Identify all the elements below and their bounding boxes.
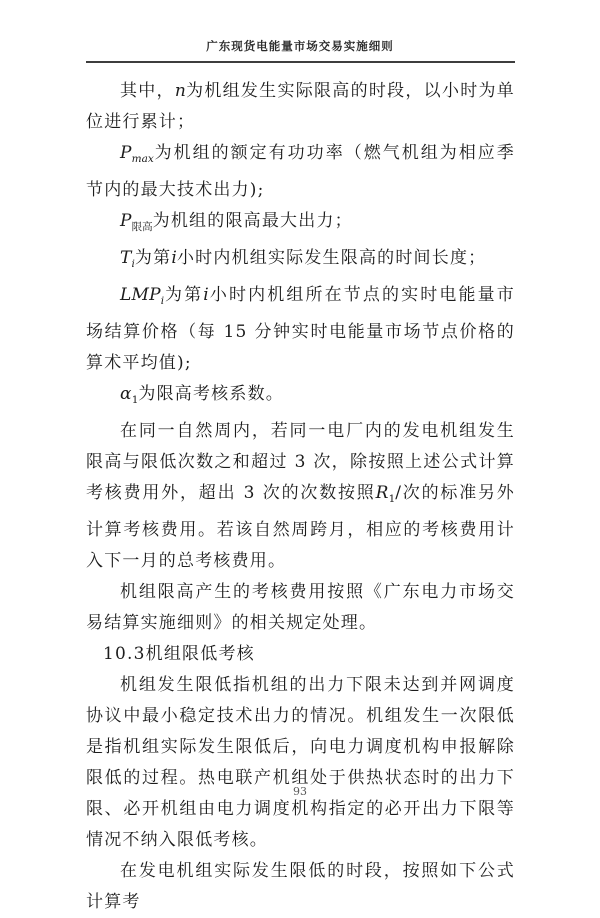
subscript: 1 (388, 493, 396, 505)
text-run: 为第 (164, 285, 204, 305)
page-header-title: 广东现货电能量市场交易实施细则 (206, 39, 394, 53)
variable: T (120, 248, 132, 268)
variable: P (120, 143, 132, 163)
text-run: 机组发生限低指机组的出力下限未达到并网调度协议中最小稳定技术出力的情况。机组发生一次限低是指机组实际发生限低后，向电力调度机构申报解除限低的过程。热电联产机组处于供热状态时的出力下限、必开机组由电力调度机构指定的必开出力下限等情况不纳入限低考核。 (86, 675, 515, 850)
paragraph (86, 416, 515, 577)
variable: LMP (120, 285, 161, 305)
text-run: 小时内机组实际发生限高的时间长度； (176, 248, 487, 268)
subscript: max (131, 153, 154, 165)
text-run: 为第 (134, 248, 172, 268)
text-run: 为机组的额定有功功率（燃气机组为相应季节内的最大技术出力); (86, 143, 515, 200)
text-run: 在同一自然周内，若同一电厂内的发电机组发生限高与限低次数之和超过 3 次，除按照上述公式计算考核费用外，超出 3 次的次数按照 (86, 421, 515, 503)
paragraph (86, 577, 515, 639)
subscript: 限高 (131, 221, 153, 233)
paragraph (86, 280, 515, 379)
text-run: 为机组发生实际限高的时段，以小时为单位进行累计； (86, 81, 515, 132)
variable: n (174, 81, 186, 101)
paragraph (86, 138, 515, 206)
variable: i (203, 285, 209, 305)
paragraph (86, 76, 515, 138)
paragraph (86, 206, 515, 243)
text-run: 在发电机组实际发生限低的时段，按照如下公式计算考 (86, 861, 515, 912)
paragraph (86, 670, 515, 856)
text-run: 10.3机组限低考核 (103, 644, 255, 664)
variable: α (120, 384, 132, 404)
text-run: /次的标准另外计算考核费用。若该自然周跨月，相应的考核费用计入下一月的总考核费用。 (86, 483, 515, 571)
page-number: 93 (293, 785, 307, 798)
paragraph (86, 379, 515, 416)
section-heading (86, 639, 515, 670)
subscript: i (131, 258, 135, 270)
subscript: 1 (131, 394, 139, 406)
text-run: 为限高考核系数。 (138, 384, 284, 404)
text-run: 小时内机组所在节点的实时电能量市场结算价格（每 15 分钟实时电能量市场节点价格的算术平均值); (86, 285, 516, 373)
variable: R (375, 483, 389, 503)
header-rule (86, 61, 515, 63)
variable: P (120, 211, 132, 231)
subscript: i (160, 295, 165, 307)
text-run: 机组限高产生的考核费用按照《广东电力市场交易结算实施细则》的相关规定处理。 (86, 582, 515, 633)
text-run: 其中， (120, 81, 175, 101)
variable: i (171, 248, 177, 268)
paragraph (86, 856, 515, 918)
paragraph (86, 243, 515, 280)
text-run: 为机组的限高最大出力； (152, 211, 353, 231)
